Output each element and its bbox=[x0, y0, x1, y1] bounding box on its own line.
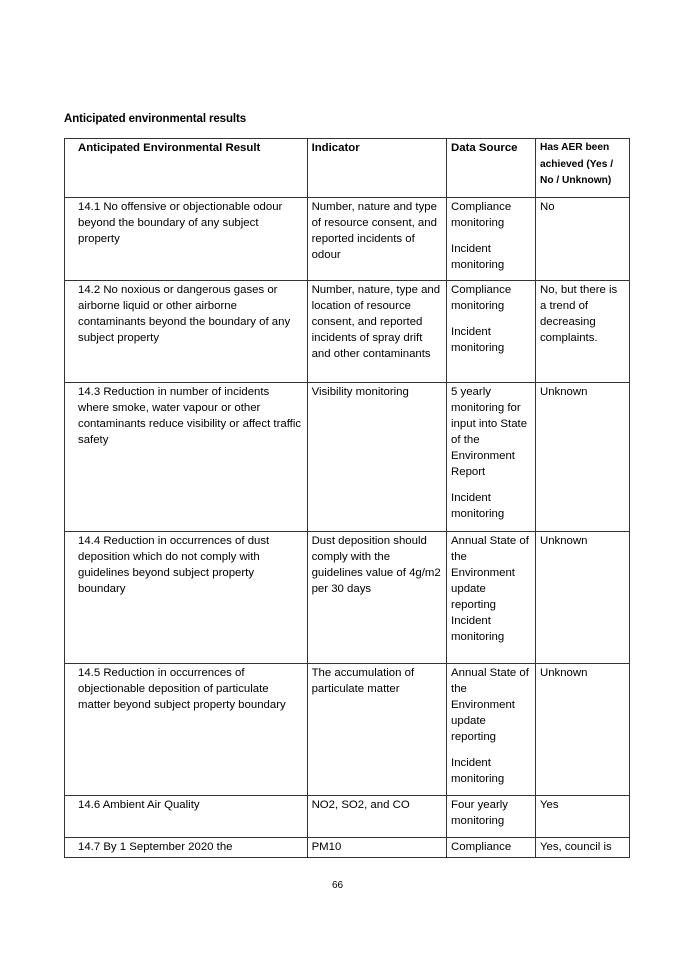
data-source-line: Incident monitoring bbox=[451, 757, 505, 785]
data-source-cell bbox=[447, 532, 536, 664]
result-cell: 14.3 Reduction in number of incidents where smoke, water vapour or other contaminants reduce visibility or affect traffic safety bbox=[65, 383, 308, 532]
indicator-cell: Number, nature and type of resource consent, and reported incidents of odour bbox=[307, 198, 446, 281]
achieved-cell: Unknown bbox=[535, 532, 629, 664]
achieved-cell: Yes bbox=[535, 796, 629, 838]
table-row bbox=[65, 532, 630, 664]
section-heading: Anticipated environmental results bbox=[64, 113, 247, 125]
data-source-line: Incident monitoring bbox=[451, 492, 505, 520]
table-row bbox=[65, 664, 630, 796]
data-source-cell bbox=[447, 838, 536, 858]
data-source-line: Compliance monitoring bbox=[451, 284, 512, 312]
result-cell: 14.4 Reduction in occurrences of dust deposition which do not comply with guidelines beyond subject property boundary bbox=[65, 532, 308, 664]
indicator-cell: Number, nature, type and location of resource consent, and reported incidents of spray drift and other contaminants bbox=[307, 281, 446, 383]
table-header-row bbox=[65, 139, 630, 198]
table-row bbox=[65, 838, 630, 858]
data-source-line: Annual State of the Environment update reporting bbox=[451, 667, 529, 743]
achieved-cell: Unknown bbox=[535, 664, 629, 796]
column-header-indicator: Indicator bbox=[307, 139, 446, 198]
data-source-line: Incident monitoring bbox=[451, 326, 505, 354]
indicator-cell: The accumulation of particulate matter bbox=[307, 664, 446, 796]
data-source-line: Compliance bbox=[451, 841, 512, 853]
indicator-cell: PM10 bbox=[307, 838, 446, 858]
achieved-cell: No, but there is a trend of decreasing complaints. bbox=[535, 281, 629, 383]
data-source-line: Four yearly monitoring bbox=[451, 799, 509, 827]
data-source-line: 5 yearly monitoring for input into State of the Environment Report bbox=[451, 386, 528, 478]
data-source-line: Compliance monitoring bbox=[451, 201, 512, 229]
page-number: 66 bbox=[331, 880, 344, 891]
result-cell: 14.1 No offensive or objectionable odour beyond the boundary of any subject property bbox=[65, 198, 308, 281]
achieved-cell: No bbox=[535, 198, 629, 281]
column-header-result: Anticipated Environmental Result bbox=[65, 139, 308, 198]
indicator-cell: Dust deposition should comply with the guidelines value of 4g/m2 per 30 days bbox=[307, 532, 446, 664]
data-source-line: Annual State of the Environment update reporting Incident monitoring bbox=[451, 535, 529, 643]
result-cell: 14.6 Ambient Air Quality bbox=[65, 796, 308, 838]
achieved-cell: Unknown bbox=[535, 383, 629, 532]
data-source-cell bbox=[447, 383, 536, 532]
aer-table bbox=[64, 138, 630, 858]
table-row bbox=[65, 383, 630, 532]
achieved-cell: Yes, council is bbox=[535, 838, 629, 858]
column-header-data-source: Data Source bbox=[447, 139, 536, 198]
data-source-cell bbox=[447, 796, 536, 838]
indicator-cell: NO2, SO2, and CO bbox=[307, 796, 446, 838]
data-source-cell bbox=[447, 281, 536, 383]
indicator-cell: Visibility monitoring bbox=[307, 383, 446, 532]
result-cell: 14.2 No noxious or dangerous gases or airborne liquid or other airborne contaminants beyond the boundary of any subject property bbox=[65, 281, 308, 383]
data-source-line: Incident monitoring bbox=[451, 243, 505, 271]
result-cell: 14.7 By 1 September 2020 the bbox=[65, 838, 308, 858]
column-header-achieved: Has AER been achieved (Yes / No / Unknown) bbox=[535, 139, 629, 198]
data-source-cell bbox=[447, 664, 536, 796]
result-cell: 14.5 Reduction in occurrences of objectionable deposition of particulate matter beyond subject property boundary bbox=[65, 664, 308, 796]
table-row bbox=[65, 198, 630, 281]
table-row bbox=[65, 281, 630, 383]
data-source-cell bbox=[447, 198, 536, 281]
table-row bbox=[65, 796, 630, 838]
